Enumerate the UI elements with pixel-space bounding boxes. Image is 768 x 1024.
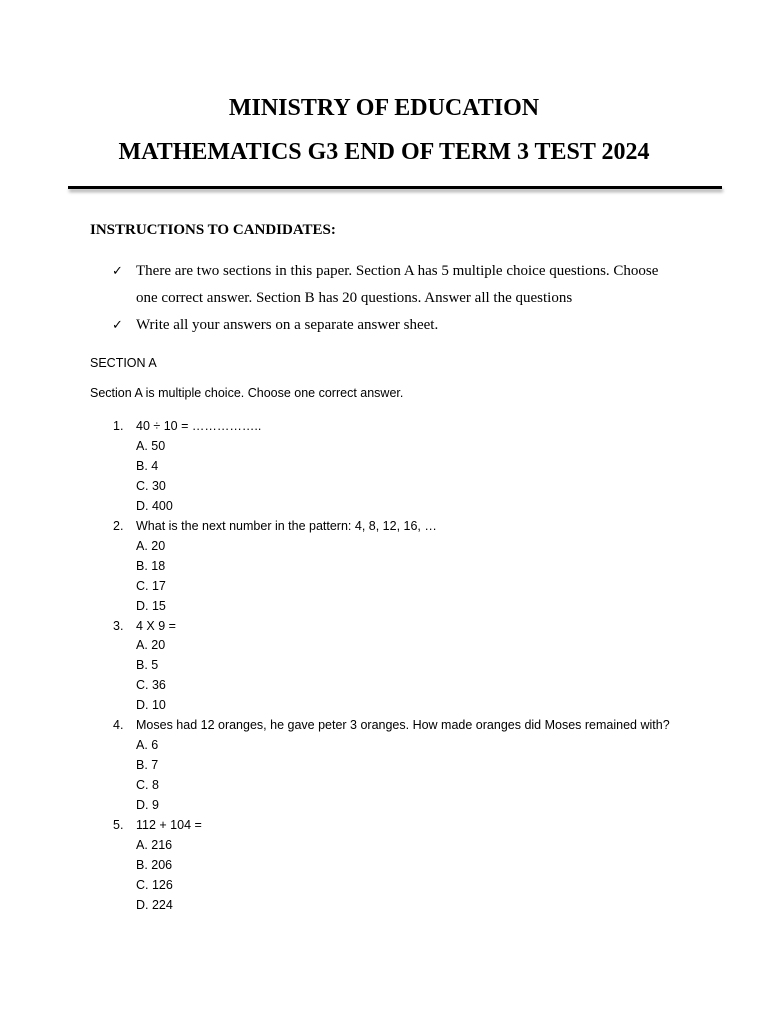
section-a-description: Section A is multiple choice. Choose one correct answer. [90, 386, 404, 400]
option-item: A. 6 [136, 738, 159, 753]
option-list [136, 636, 768, 716]
option-item: C. 30 [136, 478, 166, 493]
option-list [136, 836, 768, 916]
option-item: B. 206 [136, 857, 173, 872]
question-text: 4 X 9 = [136, 618, 176, 633]
option-item: C. 36 [136, 678, 166, 693]
instruction-text: Write all your answers on a separate answer sheet. [136, 317, 439, 333]
question-item [0, 816, 768, 916]
question-number: 3. [113, 618, 124, 633]
instructions-heading: INSTRUCTIONS TO CANDIDATES: [90, 222, 336, 238]
question-text: 40 ÷ 10 = …………….. [136, 419, 262, 433]
question-list [0, 417, 768, 916]
test-title: MATHEMATICS G3 END OF TERM 3 TEST 2024 [118, 139, 650, 165]
option-item: B. 4 [136, 458, 159, 473]
option-item: C. 17 [136, 578, 166, 593]
option-item: D. 10 [136, 698, 166, 713]
question-text: 112 + 104 = [136, 818, 202, 833]
option-list [136, 537, 768, 617]
instruction-item [0, 312, 676, 339]
option-item: A. 50 [136, 438, 166, 453]
option-item: D. 400 [136, 498, 173, 513]
option-item: A. 216 [136, 838, 173, 853]
option-item: D. 9 [136, 798, 159, 813]
option-item: A. 20 [136, 538, 166, 553]
option-item: B. 5 [136, 658, 159, 673]
instruction-item [0, 258, 676, 312]
question-item [0, 617, 768, 717]
checkmark-icon: ✓ [112, 264, 123, 279]
question-number: 4. [113, 718, 124, 733]
option-list [136, 437, 768, 517]
question-item [0, 517, 768, 617]
ministry-title: MINISTRY OF EDUCATION [228, 95, 540, 121]
question-number: 1. [113, 419, 124, 433]
question-text: What is the next number in the pattern: 4, 8, 12, 16, … [136, 518, 437, 533]
option-item: C. 126 [136, 877, 173, 892]
option-item: D. 224 [136, 897, 173, 912]
option-item: B. 7 [136, 758, 159, 773]
option-item: C. 8 [136, 778, 159, 793]
question-item [0, 716, 768, 816]
option-item: A. 20 [136, 638, 166, 653]
header-divider [68, 186, 722, 189]
option-list [136, 736, 768, 816]
checkmark-icon: ✓ [112, 318, 123, 333]
question-number: 5. [113, 818, 124, 833]
section-a-label: SECTION A [90, 356, 157, 370]
option-item: D. 15 [136, 598, 166, 613]
question-text: Moses had 12 oranges, he gave peter 3 oranges. How made oranges did Moses remained with? [136, 718, 670, 733]
instructions-list [0, 258, 768, 339]
question-item [0, 417, 768, 517]
option-item: B. 18 [136, 558, 166, 573]
question-number: 2. [113, 518, 124, 533]
instruction-text: There are two sections in this paper. Section A has 5 multiple choice questions. Choose one correct answer. Section B has 20 questions. Answer all the questions [136, 263, 659, 306]
